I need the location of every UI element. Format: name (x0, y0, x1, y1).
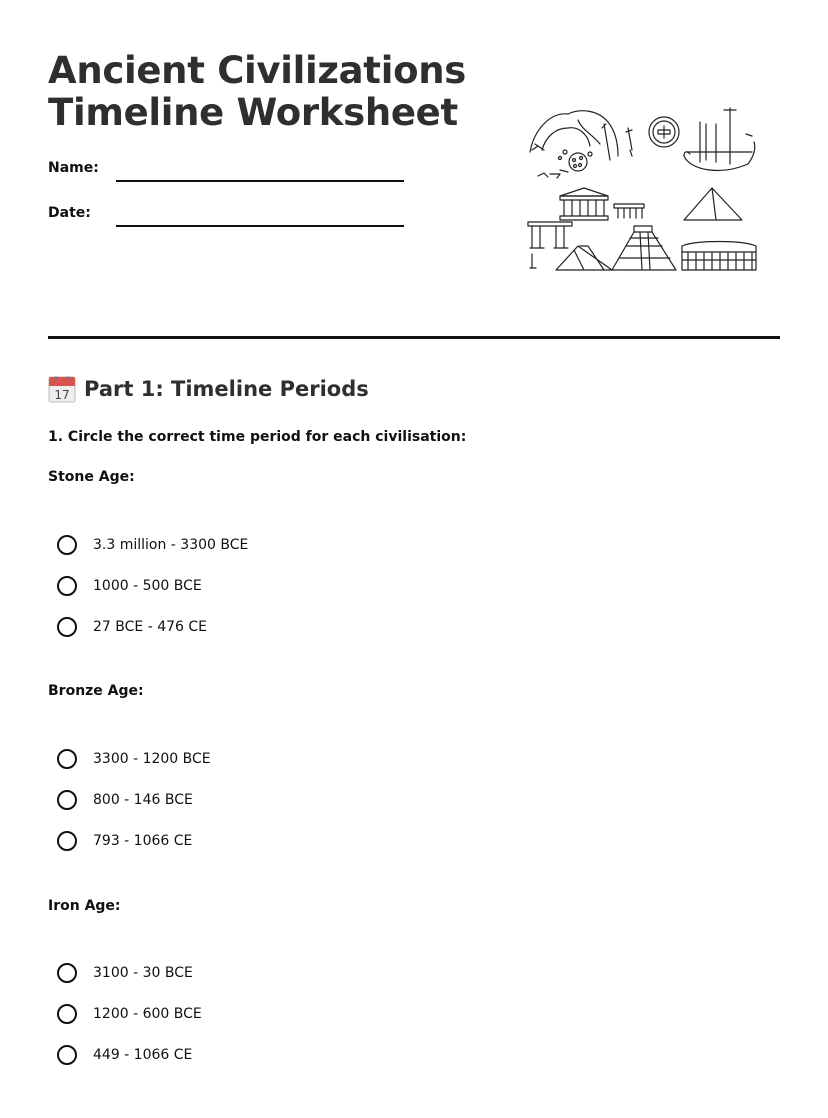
radio-circle[interactable] (57, 617, 77, 637)
group-title-stone-age: Stone Age: (48, 469, 135, 485)
option-iron-age-3[interactable] (57, 1042, 192, 1068)
section-divider (48, 336, 780, 339)
option-iron-age-1[interactable] (57, 960, 193, 986)
group-title-bronze-age: Bronze Age: (48, 683, 144, 699)
radio-circle[interactable] (57, 963, 77, 983)
title-line-1: Ancient Civilizations (48, 49, 466, 92)
option-label: 3300 - 1200 BCE (93, 751, 211, 767)
name-write-line[interactable] (116, 180, 404, 182)
part1-title: Part 1: Timeline Periods (84, 377, 369, 401)
option-label: 1000 - 500 BCE (93, 578, 202, 594)
radio-circle[interactable] (57, 749, 77, 769)
radio-circle[interactable] (57, 1004, 77, 1024)
option-label: 3100 - 30 BCE (93, 965, 193, 981)
worksheet-title (48, 50, 466, 134)
option-bronze-age-3[interactable] (57, 828, 192, 854)
title-line-2: Timeline Worksheet (48, 91, 458, 134)
radio-circle[interactable] (57, 831, 77, 851)
calendar-icon (48, 375, 76, 403)
option-bronze-age-2[interactable] (57, 787, 193, 813)
option-label: 1200 - 600 BCE (93, 1006, 202, 1022)
radio-circle[interactable] (57, 535, 77, 555)
radio-circle[interactable] (57, 790, 77, 810)
option-bronze-age-1[interactable] (57, 746, 211, 772)
option-stone-age-2[interactable] (57, 573, 202, 599)
option-label: 3.3 million - 3300 BCE (93, 537, 249, 553)
radio-circle[interactable] (57, 576, 77, 596)
option-label: 449 - 1066 CE (93, 1047, 193, 1063)
option-stone-age-1[interactable] (57, 532, 248, 558)
svg-text:17: 17 (54, 388, 70, 402)
option-label: 27 BCE - 476 CE (93, 619, 207, 635)
radio-circle[interactable] (57, 1045, 77, 1065)
option-label: 800 - 146 BCE (93, 792, 193, 808)
option-stone-age-3[interactable] (57, 614, 207, 640)
date-field[interactable] (48, 205, 408, 235)
question-1: 1. Circle the correct time period for each civilisation: (48, 429, 467, 445)
name-label: Name: (48, 160, 99, 176)
option-label: 793 - 1066 CE (93, 833, 193, 849)
option-iron-age-2[interactable] (57, 1001, 202, 1027)
ancient-civilizations-illustration (520, 100, 766, 280)
name-field[interactable] (48, 160, 408, 190)
date-label: Date: (48, 205, 91, 221)
part1-heading (48, 374, 369, 404)
date-write-line[interactable] (116, 225, 404, 227)
group-title-iron-age: Iron Age: (48, 898, 121, 914)
